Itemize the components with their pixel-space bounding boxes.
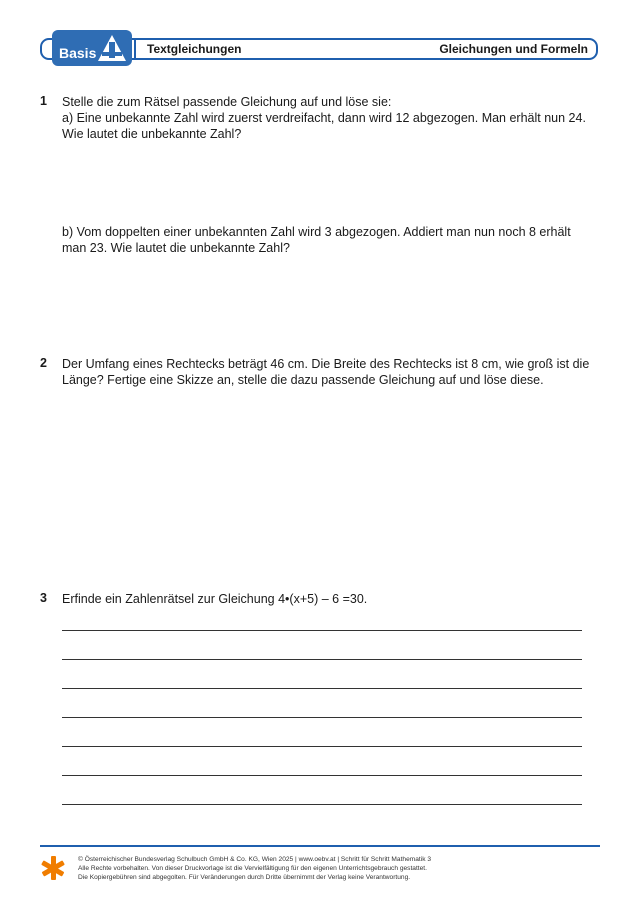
task-1-number: 1	[40, 94, 47, 108]
publisher-star-logo-icon	[40, 855, 66, 881]
answer-line[interactable]	[62, 775, 582, 776]
answer-line[interactable]	[62, 688, 582, 689]
answer-line[interactable]	[62, 630, 582, 631]
task-3-text: Erfinde ein Zahlenrätsel zur Gleichung 4•(x+5) – 6 =30.	[62, 592, 368, 606]
triangle-level-icon	[96, 33, 128, 63]
footer-copyright	[78, 855, 431, 882]
footer-line-2: Alle Rechte vorbehalten. Von dieser Druckvorlage ist die Vervielfältigung für den eigenen Unterrichtsgebrauch gestattet.	[78, 865, 427, 872]
chapter-title: Gleichungen und Formeln	[439, 42, 588, 56]
topic-title: Textgleichungen	[147, 42, 242, 56]
task-1-intro: Stelle die zum Rätsel passende Gleichung auf und löse sie:	[62, 95, 392, 109]
footer-divider	[40, 845, 600, 847]
task-3-number: 3	[40, 591, 47, 605]
task-2-text: Der Umfang eines Rechtecks beträgt 46 cm. Die Breite des Rechtecks ist 8 cm, wie groß ist die Länge? Fertige eine Skizze an, stelle die dazu passende Gleichung auf und löse diese.	[62, 357, 590, 387]
answer-line[interactable]	[62, 746, 582, 747]
level-badge-label: Basis	[59, 45, 97, 61]
task-2-number: 2	[40, 356, 47, 370]
answer-line[interactable]	[62, 804, 582, 805]
task-1b-text: b) Vom doppelten einer unbekannten Zahl wird 3 abgezogen. Addiert man nun noch 8 erhält man 23. Wie lautet die unbekannte Zahl?	[62, 225, 571, 255]
footer-line-1: © Österreichischer Bundesverlag Schulbuch GmbH & Co. KG, Wien 2025 | www.oebv.at | Schritt für Schritt Mathematik 3	[78, 856, 432, 863]
task-1a-text: a) Eine unbekannte Zahl wird zuerst verdreifacht, dann wird 12 abgezogen. Man erhält nun 24. Wie lautet die unbekannte Zahl?	[62, 111, 586, 141]
answer-line[interactable]	[62, 659, 582, 660]
answer-line[interactable]	[62, 717, 582, 718]
level-badge	[52, 30, 132, 66]
header-divider	[134, 40, 136, 58]
footer-line-3: Die Kopiergebühren sind abgegolten. Für Veränderungen durch Dritte übernimmt der Verlag keine Verantwortung.	[78, 874, 411, 881]
